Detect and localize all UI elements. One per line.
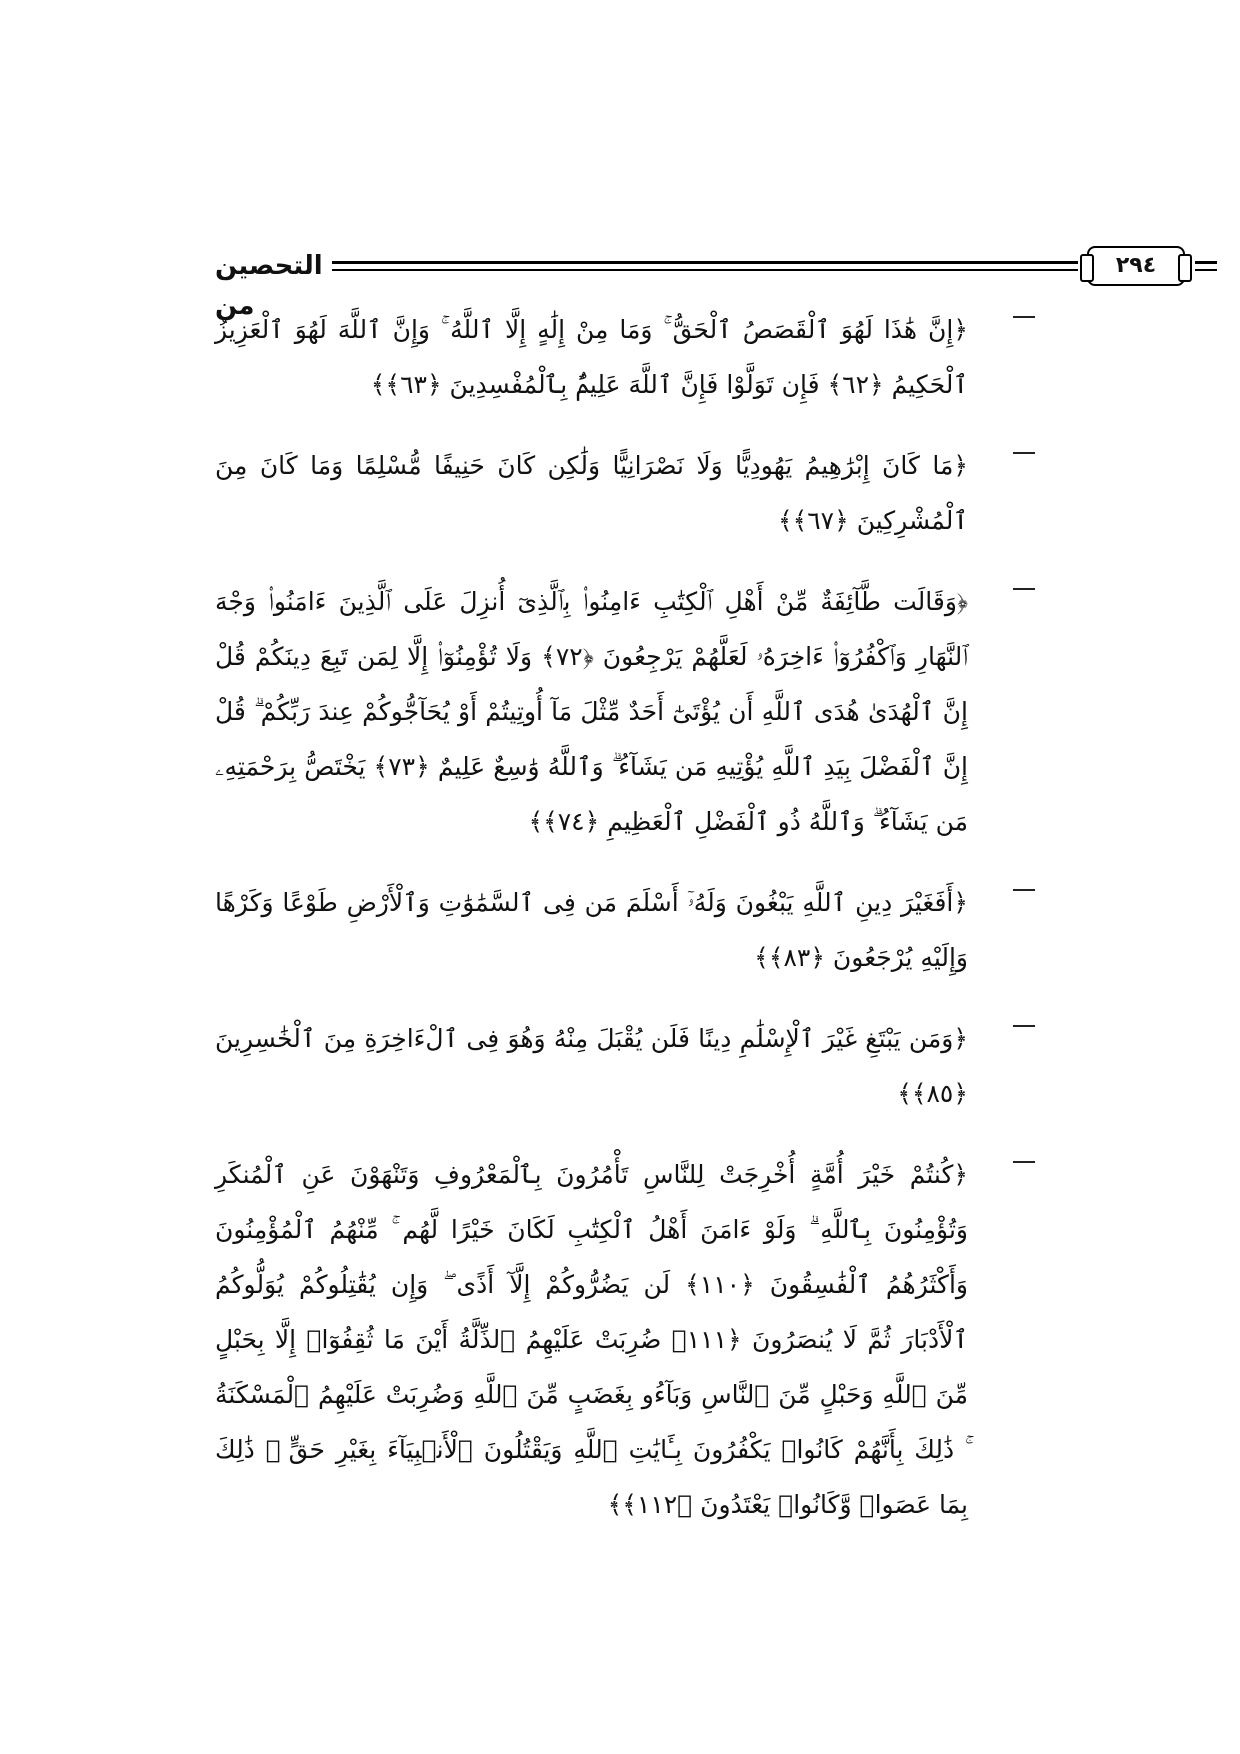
bullet-dash [1013,1025,1035,1027]
verse-text: ﴿وَقَالَت طَّآئِفَةٌ مِّنْ أَهْلِ ٱلْكِتَٰبِ ءَامِنُوا۟ بِٱلَّذِىٓ أُنزِلَ عَلَى ٱلَّذِينَ ءَامَنُوا۟ وَجْهَ ٱلنَّهَارِ وَٱكْفُرُوٓا۟ ءَاخِرَهُۥ لَعَلَّهُمْ يَرْجِعُونَ ﴿٧٢﴾ وَلَا تُؤْمِنُوٓا۟ إِلَّا لِمَن تَبِعَ دِينَكُمْ قُلْ إِنَّ ٱلْهُدَىٰ هُدَى ٱللَّهِ أَن يُؤْتَىٰٓ أَحَدٌ مِّثْلَ مَآ أُوتِيتُمْ أَوْ يُحَآجُّوكُمْ عِندَ رَبِّكُمْ ۗ قُلْ إِنَّ ٱلْفَضْلَ بِيَدِ ٱللَّهِ يُؤْتِيهِ مَن يَشَآءُ ۗ وَٱللَّهُ وَٰسِعٌ عَلِيمٌ ﴿٧٣﴾ يَخْتَصُّ بِرَحْمَتِهِۦ مَن يَشَآءُ ۗ وَٱللَّهُ ذُو ٱلْفَضْلِ ٱلْعَظِيمِ ﴿٧٤﴾﴾ [215,587,968,836]
bullet-dash [1013,316,1035,318]
verse-entry [215,574,1000,849]
header-rule-right-top [1195,261,1217,264]
verse-text: ﴿مَا كَانَ إِبْرَٰهِيمُ يَهُودِيًّا وَلَا نَصْرَانِيًّا وَلَٰكِن كَانَ حَنِيفًا مُّسْلِمًا وَمَا كَانَ مِنَ ٱلْمُشْرِكِينَ ﴿٦٧﴾﴾ [215,451,968,535]
verse-text: ﴿أَفَغَيْرَ دِينِ ٱللَّهِ يَبْغُونَ وَلَهُۥٓ أَسْلَمَ مَن فِى ٱلسَّمَٰوَٰتِ وَٱلْأَرْضِ طَوْعًا وَكَرْهًا وَإِلَيْهِ يُرْجَعُونَ ﴿٨٣﴾﴾ [215,888,968,972]
bullet-dash [1013,588,1035,590]
page-number-badge [1087,246,1185,286]
verse-text: ﴿وَمَن يَبْتَغِ غَيْرَ ٱلْإِسْلَٰمِ دِينًا فَلَن يُقْبَلَ مِنْهُ وَهُوَ فِى ٱلْءَاخِرَةِ مِنَ ٱلْخَٰسِرِينَ ﴿٨٥﴾﴾ [215,1024,968,1108]
running-title: التحصين من [215,251,323,321]
verse-text: ﴿إِنَّ هَٰذَا لَهُوَ ٱلْقَصَصُ ٱلْحَقُّ ۚ وَمَا مِنْ إِلَٰهٍ إِلَّا ٱللَّهُ ۚ وَإِنَّ ٱللَّهَ لَهُوَ ٱلْعَزِيزُ ٱلْحَكِيمُ ﴿٦٢﴾ فَإِن تَوَلَّوْا فَإِنَّ ٱللَّهَ عَلِيمٌۢ بِٱلْمُفْسِدِينَ ﴿٦٣﴾﴾ [215,315,968,399]
verse-entry [215,302,1000,412]
page-number: ٢٩٤ [1115,253,1157,278]
verse-entry [215,875,1000,985]
verse-entry [215,1147,1000,1532]
verse-entry [215,1011,1000,1121]
bullet-dash [1013,452,1035,454]
bullet-dash [1013,1161,1035,1163]
verse-text: ﴿كُنتُمْ خَيْرَ أُمَّةٍ أُخْرِجَتْ لِلنَّاسِ تَأْمُرُونَ بِٱلْمَعْرُوفِ وَتَنْهَوْنَ عَنِ ٱلْمُنكَرِ وَتُؤْمِنُونَ بِٱللَّهِ ۗ وَلَوْ ءَامَنَ أَهْلُ ٱلْكِتَٰبِ لَكَانَ خَيْرًا لَّهُم ۚ مِّنْهُمُ ٱلْمُؤْمِنُونَ وَأَكْثَرُهُمُ ٱلْفَٰسِقُونَ ﴿١١٠﴾ لَن يَضُرُّوكُمْ إِلَّآ أَذًى ۖ وَإِن يُقَٰتِلُوكُمْ يُوَلُّوكُمُ ٱلْأَدْبَارَ ثُمَّ لَا يُنصَرُونَ ﴿١١١﴾ ضُرِبَتْ عَلَيْهِمُ ٱلذِّلَّةُ أَيْنَ مَا ثُقِفُوٓا۟ إِلَّا بِحَبْلٍ مِّنَ ٱللَّهِ وَحَبْلٍ مِّنَ ٱلنَّاسِ وَبَآءُو بِغَضَبٍ مِّنَ ٱللَّهِ وَضُرِبَتْ عَلَيْهِمُ ٱلْمَسْكَنَةُ ۚ ذَٰلِكَ بِأَنَّهُمْ كَانُوا۟ يَكْفُرُونَ بِـَٔايَٰتِ ٱللَّهِ وَيَقْتُلُونَ ٱلْأَنۢبِيَآءَ بِغَيْرِ حَقٍّ ۚ ذَٰلِكَ بِمَا عَصَوا۟ وَّكَانُوا۟ يَعْتَدُونَ ﴿١١٢﴾﴾ [215,1160,968,1519]
page-header [215,246,1157,321]
header-rule-right-bottom [1195,269,1217,271]
bullet-dash [1013,889,1035,891]
header-rule-bottom [332,269,1078,271]
verse-entry [215,438,1000,548]
header-rule-top [332,261,1078,264]
verse-list [215,302,1000,1558]
